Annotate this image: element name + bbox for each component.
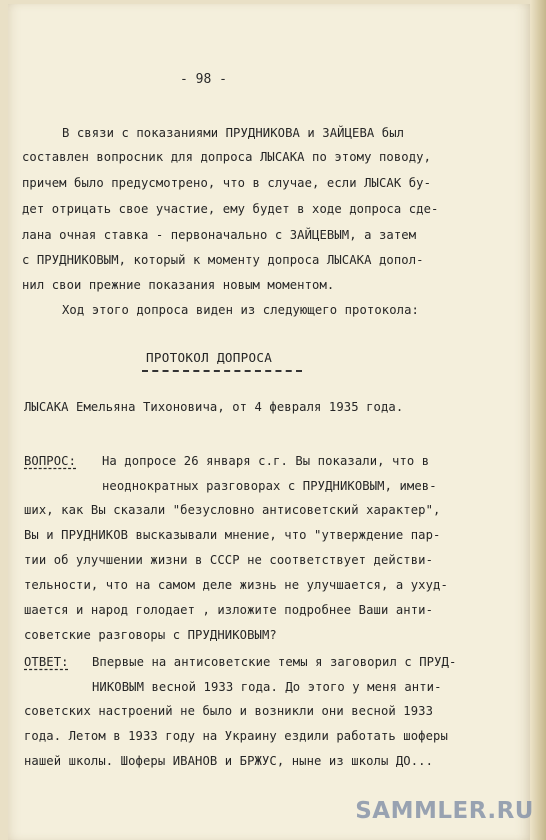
- paragraph-1-line: причем было предусмотрено, что в случае, если ЛЫСАК бу-: [22, 176, 432, 190]
- page-number: - 98 -: [180, 72, 227, 87]
- watermark-logo: SAMMLER.RU: [355, 798, 534, 824]
- answer-line: нашей школы. Шоферы ИВАНОВ и БРЖУС, ныне из школы ДО...: [24, 754, 434, 768]
- question-line: неоднократных разговорах с ПРУДНИКОВЫМ, имев-: [102, 479, 437, 493]
- question-line: тельности, что на самом деле жизнь не улучшается, а ухуд-: [24, 578, 448, 592]
- question-line: шается и народ голодает , изложите подробнее Ваши анти-: [24, 603, 434, 617]
- question-line: тии об улучшении жизни в СССР не соответствует действи-: [24, 553, 434, 567]
- question-line: советские разговоры с ПРУДНИКОВЫМ?: [24, 628, 277, 642]
- question-line: Вы и ПРУДНИКОВ высказывали мнение, что "утверждение пар-: [24, 528, 441, 542]
- paragraph-1-line: нил свои прежние показания новым моментом.: [22, 278, 335, 292]
- subject-line: ЛЫСАКА Емельяна Тихоновича, от 4 февраля 1935 года.: [24, 400, 404, 414]
- answer-line: советских настроений не было и возникли они весной 1933: [24, 704, 434, 718]
- paragraph-1-line: лана очная ставка - первоначально с ЗАЙЦЕВЫМ, а затем: [22, 228, 417, 242]
- answer-line: года. Летом в 1933 году на Украину ездили работать шоферы: [24, 729, 448, 743]
- protocol-title: ПРОТОКОЛ ДОПРОСА: [146, 350, 273, 365]
- question-line: ших, как Вы сказали "безусловно антисоветский характер",: [24, 503, 441, 517]
- paragraph-1-line: составлен вопросник для допроса ЛЫСАКА по этому поводу,: [22, 150, 432, 164]
- paragraph-1-line: дет отрицать свое участие, ему будет в ходе допроса сде-: [22, 202, 439, 216]
- protocol-title-underline: [142, 370, 302, 372]
- answer-line: Впервые на антисоветские темы я заговорил с ПРУД-: [92, 655, 457, 669]
- answer-line: НИКОВЫМ весной 1933 года. До этого у меня анти-: [92, 680, 442, 694]
- question-label: ВОПРОС:: [24, 454, 77, 468]
- paragraph-2: Ход этого допроса виден из следующего протокола:: [62, 303, 419, 317]
- paragraph-1-line: с ПРУДНИКОВЫМ, который к моменту допроса ЛЫСАКА допол-: [22, 253, 424, 267]
- answer-label: ОТВЕТ:: [24, 655, 69, 669]
- page-binding-edge: [530, 0, 546, 840]
- question-line: На допросе 26 января с.г. Вы показали, что в: [102, 454, 430, 468]
- paragraph-1-line: В связи с показаниями ПРУДНИКОВА и ЗАЙЦЕВА был: [62, 126, 405, 140]
